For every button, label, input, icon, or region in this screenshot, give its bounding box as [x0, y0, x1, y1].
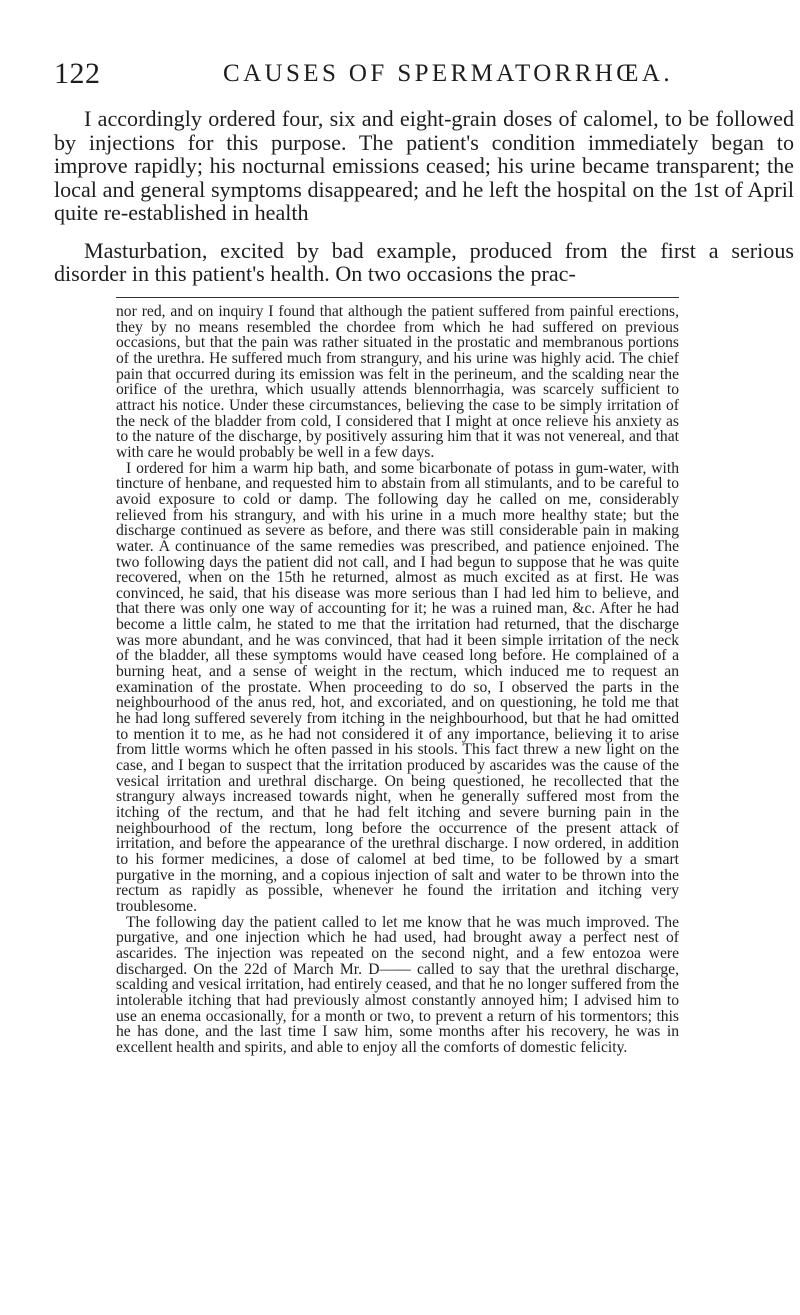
section-divider [116, 297, 679, 298]
case-paragraph-treatment: I ordered for him a warm hip bath, and some bicarbonate of potass in gum-water, with tincture of henbane, and requested him to abstain from all stimulants, and to be careful to avoid exposure to cold or damp. The following day he called on me, considerably relieved from his strangury, and with his urine in a much more healthy state; but the discharge continued as severe as before, and there was still considerable pain in making water. A continuance of the same remedies was prescribed, and patience enjoined. The two following days the patient did not call, and I had begun to suppose that he was quite recovered, when on the 15th he returned, almost as much excited as at first. He was convinced, he said, that his disease was more serious than I had led him to believe, and that there was only one way of accounting for it; he was a ruined man, &c. After he had become a little calm, he stated to me that the irritation had returned, that the discharge was more abundant, and he was convinced, that had it been simple irritation of the neck of the bladder, all these symptoms would have ceased long before. He complained of a burning heat, and a sense of weight in the rectum, which induced me to request an examination of the prostate. When proceeding to do so, I observed the parts in the neighbourhood of the anus red, hot, and excoriated, and on questioning, he told me that he had long suffered severely from itching in the neighbourhood, but that he had omitted to mention it to me, as he had not considered it of any importance, believing it to arise from little worms which he often passed in his stools. This fact threw a new light on the case, and I began to suspect that the irritation produced by ascarides was the cause of the vesical irritation and urethral discharge. On being questioned, he recollected that the strangury always increased towards night, when he generally suffered most from the itching of the rectum, and that he had felt itching and severe burning pain in the neighbourhood of the rectum, long before the occurrence of the present attack of irritation, and before the appearance of the urethral discharge. I now ordered, in addition to his former medicines, a dose of calomel at bed time, to be followed by a smart purgative in the morning, and a copious injection of salt and water to be thrown into the rectum as rapidly as possible, whenever he found the irritation and itching very troublesome. [116, 459, 679, 915]
case-narrative [116, 304, 679, 1056]
main-paragraph-calomel: I accordingly ordered four, six and eight-grain doses of calomel, to be followed by injections for this purpose. The patient's condition immediately began to improve rapidly; his nocturnal emissions ceased; his urine became transparent; the local and general symptoms disappeared; and he left the hospital on the 1st of April quite re-established in health [54, 106, 794, 225]
page-number: 122 [54, 57, 101, 90]
running-title: CAUSES OF SPERMATORRHŒA. [223, 60, 673, 87]
main-paragraph-masturbation: Masturbation, excited by bad example, produced from the first a serious disorder in this patient's health. On two occasions the prac- [54, 237, 794, 286]
case-paragraph-recovery: The following day the patient called to let me know that he was much improved. The purgative, and one injection which he had used, had brought away a perfect nest of ascarides. The injection was repeated on the second night, and a few entozoa were discharged. On the 22d of March Mr. D—— called to say that the urethral discharge, scalding and vesical irritation, had entirely ceased, and that he no longer suffered from the intolerable itching that had previously almost constantly annoyed him; I advised him to use an enema occasionally, for a month or two, to prevent a return of his tormentors; this he has done, and the last time I saw him, some months after his recovery, he was in excellent health and spirits, and able to enjoy all the comforts of domestic felicity. [116, 913, 679, 1056]
case-paragraph-inquiry: nor red, and on inquiry I found that although the patient suffered from painful erections, they by no means resembled the chordee from which he had suffered on previous occasions, but that the pain was rather situated in the prostatic and membranous portions of the urethra. He suffered much from strangury, and his urine was highly acid. The chief pain that occurred during its emission was felt in the perineum, and the scalding near the orifice of the urethra, which usually attends blennorrhagia, was scarcely sufficient to attract his notice. Under these circumstances, believing the case to be simply irritation of the neck of the bladder from cold, I considered that I might at once relieve his anxiety as to the nature of the discharge, by positively assuring him that it was not venereal, and that with care he would probably be well in a few days. [116, 303, 679, 461]
running-head [54, 56, 754, 92]
main-text [54, 107, 794, 286]
